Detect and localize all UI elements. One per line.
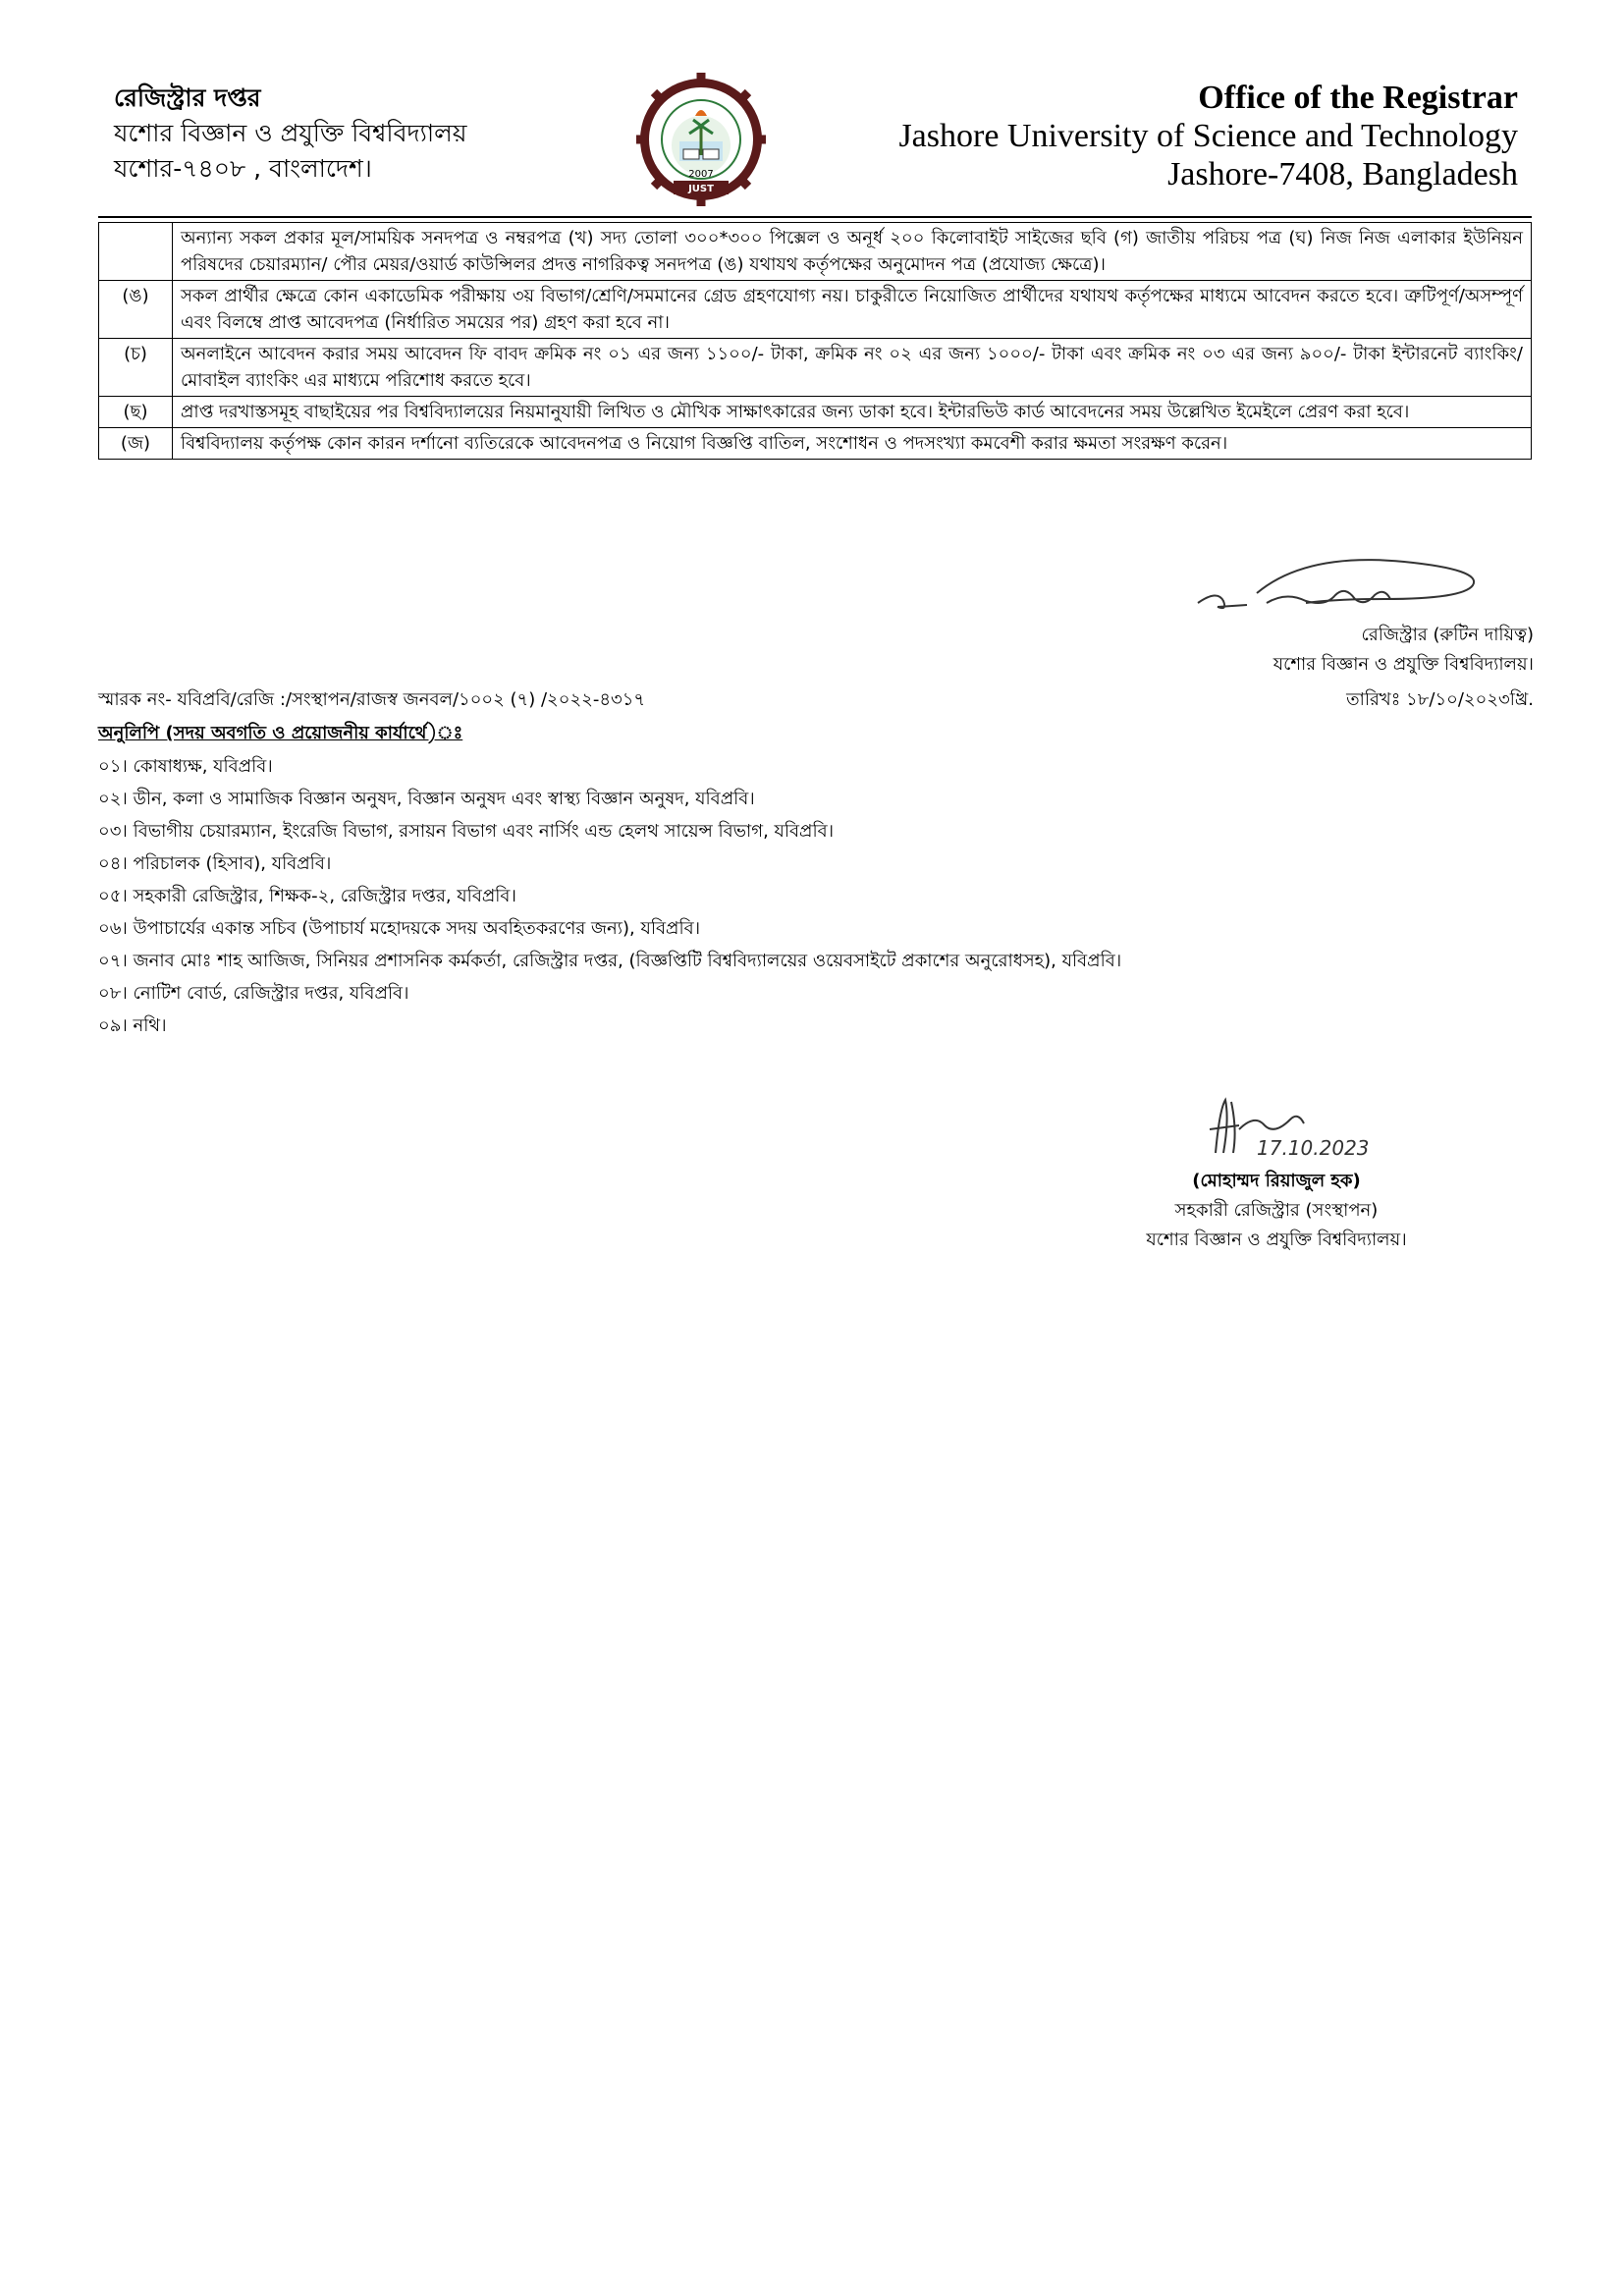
header-divider xyxy=(98,216,1532,218)
university-logo-icon xyxy=(636,69,766,216)
assistant-registrar-signature-icon xyxy=(1196,1090,1422,1169)
signatory-title: সহকারী রেজিস্ট্রার (সংস্থাপন) xyxy=(1174,1200,1379,1221)
signature-date: 17.10.2023 xyxy=(1257,1136,1370,1160)
registrar-org: যশোর বিজ্ঞান ও প্রযুক্তি বিশ্ববিদ্যালয়। xyxy=(1272,654,1534,675)
list-item: ০৩। বিভাগীয় চেয়ারম্যান, ইংরেজি বিভাগ, রসায়ন বিভাগ এবং নার্সিং এন্ড হেলথ সায়েন্স বিভাগ, যবিপ্রবি। xyxy=(98,821,835,842)
signatory-org: যশোর বিজ্ঞান ও প্রযুক্তি বিশ্ববিদ্যালয়। xyxy=(1146,1230,1407,1250)
issue-date: তারিখঃ ১৮/১০/২০২৩খ্রি. xyxy=(1346,689,1534,710)
table-row xyxy=(99,428,1532,460)
table-row xyxy=(99,223,1532,281)
term-text: প্রাপ্ত দরখাস্তসমূহ বাছাইয়ের পর বিশ্ববিদ্যালয়ের নিয়মানুযায়ী লিখিত ও মৌখিক সাক্ষাৎকারের জন্য ডাকা হবে। ইন্টারভিউ কার্ড আবেদনের সময় উল্লেখিত ইমেইলে প্রেরণ করা হবে। xyxy=(173,397,1532,428)
registrar-signature-icon xyxy=(1188,542,1492,621)
list-item: ০২। ডীন, কলা ও সামাজিক বিজ্ঞান অনুষদ, বিজ্ঞান অনুষদ এবং স্বাস্থ্য বিজ্ঞান অনুষদ, যবিপ্রবি। xyxy=(98,789,755,809)
list-item: ০৬। উপাচার্যের একান্ত সচিব (উপাচার্য মহোদয়কে সদয় অবহিতকরণের জন্য), যবিপ্রবি। xyxy=(98,918,701,939)
term-number: (চ) xyxy=(99,339,173,397)
en-office-name: Office of the Registrar xyxy=(1198,80,1518,116)
list-item: ০৯। নথি। xyxy=(98,1015,167,1036)
term-number: (ছ) xyxy=(99,397,173,428)
english-letterhead xyxy=(898,79,1518,193)
logo-abbr: JUST xyxy=(688,184,714,194)
bn-office-name: রেজিস্ট্রার দপ্তর xyxy=(114,83,261,112)
bangla-letterhead xyxy=(114,81,467,187)
copy-list-title: অনুলিপি (সদয় অবগতি ও প্রয়োজনীয় কার্যার্থে)ঃ xyxy=(98,723,463,743)
list-item: ০৪। পরিচালক (হিসাব), যবিপ্রবি। xyxy=(98,853,332,874)
term-text: অন্যান্য সকল প্রকার মূল/সাময়িক সনদপত্র ও নম্বরপত্র (খ) সদ্য তোলা ৩০০*৩০০ পিক্সেল ও অনূর্ধ ২০০ কিলোবাইট সাইজের ছবি (গ) জাতীয় পরিচয় পত্র (ঘ) নিজ নিজ এলাকার ইউনিয়ন পরিষদের চেয়ারম্যান/ পৌর মেয়র/ওয়ার্ড কাউন্সিলর প্রদত্ত নাগরিকত্ব সনদপত্র (ঙ) যথাযথ কর্তৃপক্ষের অনুমোদন পত্র (প্রযোজ্য ক্ষেত্রে)। xyxy=(173,223,1532,281)
list-item: ০১। কোষাধ্যক্ষ, যবিপ্রবি। xyxy=(98,756,273,777)
en-address: Jashore-7408, Bangladesh xyxy=(1167,156,1518,192)
list-item: ০৫। সহকারী রেজিস্ট্রার, শিক্ষক-২, রেজিস্ট্রার দপ্তর, যবিপ্রবি। xyxy=(98,886,516,906)
en-university-name: Jashore University of Science and Technology xyxy=(898,118,1518,154)
terms-table xyxy=(98,222,1532,460)
registrar-title: রেজিস্ট্রার (রুটিন দায়িত্ব) xyxy=(1361,625,1534,645)
bn-address: যশোর-৭৪০৮ , বাংলাদেশ। xyxy=(114,154,372,183)
table-row xyxy=(99,281,1532,339)
registrar-signature-block xyxy=(1273,621,1534,680)
table-row xyxy=(99,339,1532,397)
term-text: বিশ্ববিদ্যালয় কর্তৃপক্ষ কোন কারন দর্শানো ব্যতিরেকে আবেদনপত্র ও নিয়োগ বিজ্ঞপ্তি বাতিল, সংশোধন ও পদসংখ্যা কমবেশী করার ক্ষমতা সংরক্ষণ করেন। xyxy=(173,428,1532,460)
memo-number: স্মারক নং- যবিপ্রবি/রেজি :/সংস্থাপন/রাজস্ব জনবল/১০০২ (৭) /২০২২-৪৩১৭ xyxy=(98,689,646,710)
term-text: অনলাইনে আবেদন করার সময় আবেদন ফি বাবদ ক্রমিক নং ০১ এর জন্য ১১০০/- টাকা, ক্রমিক নং ০২ এর জন্য ১০০০/- টাকা এবং ক্রমিক নং ০৩ এর জন্য ৯০০/- টাকা ইন্টারনেট ব্যাংকিং/মোবাইল ব্যাংকিং এর মাধ্যমে পরিশোধ করতে হবে। xyxy=(173,339,1532,397)
term-number xyxy=(99,223,173,281)
term-number: (ঙ) xyxy=(99,281,173,339)
list-item: ০৮। নোটিশ বোর্ড, রেজিস্ট্রার দপ্তর, যবিপ্রবি। xyxy=(98,983,409,1004)
logo-year: 2007 xyxy=(688,169,714,180)
term-number: (জ) xyxy=(99,428,173,460)
bn-university-name: যশোর বিজ্ঞান ও প্রযুক্তি বিশ্ববিদ্যালয় xyxy=(114,119,467,147)
copy-list xyxy=(98,750,1121,1042)
term-text: সকল প্রার্থীর ক্ষেত্রে কোন একাডেমিক পরীক্ষায় ৩য় বিভাগ/শ্রেণি/সমমানের গ্রেড গ্রহণযোগ্য নয়। চাকুরীতে নিয়োজিত প্রার্থীদের যথাযথ কর্তৃপক্ষের মাধ্যমে আবেদন করতে হবে। ত্রুটিপূর্ণ/অসম্পূর্ণ এবং বিলম্বে প্রাপ্ত আবেদপত্র (নির্ধারিত সময়ের পর) গ্রহণ করা হবে না। xyxy=(173,281,1532,339)
list-item: ০৭। জনাব মোঃ শাহ আজিজ, সিনিয়র প্রশাসনিক কর্মকর্তা, রেজিস্ট্রার দপ্তর, (বিজ্ঞপ্তিটি বিশ্ববিদ্যালয়ের ওয়েবসাইটে প্রকাশের অনুরোধসহ), যবিপ্রবি। xyxy=(98,951,1122,971)
assistant-registrar-signature-block xyxy=(1080,1167,1473,1255)
signatory-name: (মোহাম্মদ রিয়াজুল হক) xyxy=(1192,1171,1361,1191)
table-row xyxy=(99,397,1532,428)
